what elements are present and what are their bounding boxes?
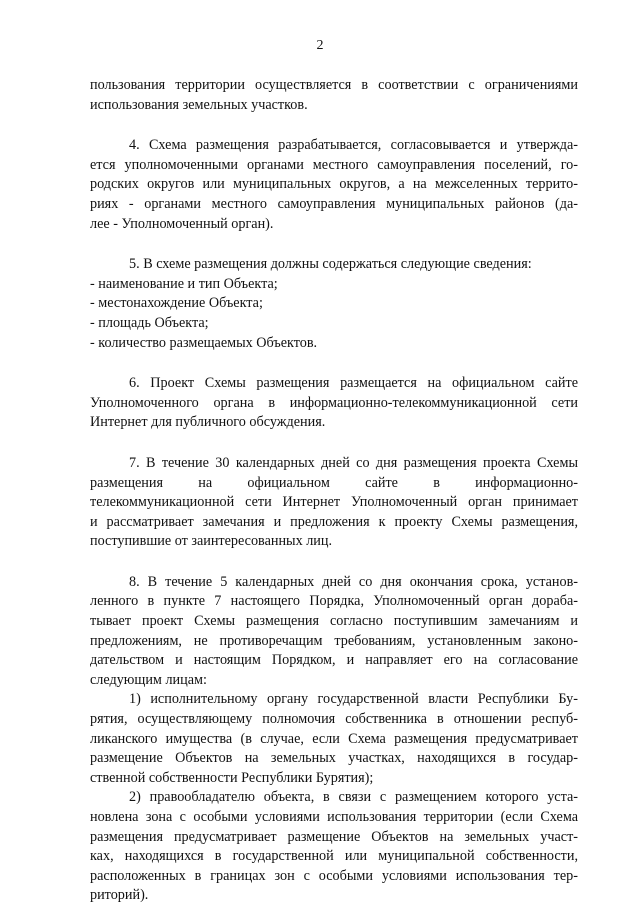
list-item: - площадь Объекта;: [90, 314, 209, 331]
text-line: пользования территории осуществляется в соответствии с ограничениями: [90, 77, 578, 93]
text-line: 2) правообладателю объекта, в связи с размещением которого уста-: [129, 789, 578, 806]
text-line: ленного в пункте 7 настоящего Порядка, Уполномоченный орган дораба-: [90, 593, 578, 610]
paragraph-7: [90, 454, 578, 552]
text-line: тывает проект Схемы размещения согласно поступившим замечаниям и: [90, 613, 578, 630]
text-line: риях - органами местного самоуправления муниципальных районов (да-: [90, 195, 578, 212]
text-line: Уполномоченного органа в информационно-телекоммуникационной сети: [90, 394, 578, 411]
text-line: расположенных в границах зон с особыми условиями использования тер-: [90, 867, 578, 884]
list-item: - местонахождение Объекта;: [90, 295, 263, 312]
text-line: ликанского имущества (в случае, если Схема размещения предусматривает: [90, 730, 578, 747]
text-line: лее - Уполномоченный орган).: [90, 215, 274, 232]
text-line: 7. В течение 30 календарных дней со дня размещения проекта Схемы: [129, 454, 578, 471]
text-line: 4. Схема размещения разрабатывается, согласовывается и утвержда-: [129, 137, 578, 154]
paragraph-5: [90, 255, 578, 353]
text-line: следующим лицам:: [90, 671, 207, 688]
text-line: рятия, осуществляющему полномочия собственника в отношении респуб-: [90, 711, 578, 728]
paragraph-8: [90, 573, 578, 906]
text-line: ках, находящихся в государственной или муниципальной собственности,: [90, 848, 578, 865]
text-line: и рассматривает замечания и предложения к проекту Схемы размещения,: [90, 513, 578, 530]
text-line: предложениям, не противоречащим требованиям, установленным законо-: [90, 632, 578, 649]
paragraph-6: [90, 374, 578, 433]
text-line: размещение Объектов на земельных участках, находящихся в государ-: [90, 750, 578, 767]
text-line: 5. В схеме размещения должны содержаться следующие сведения:: [129, 256, 532, 273]
text-line: риторий).: [90, 887, 149, 904]
text-line: 6. Проект Схемы размещения размещается на официальном сайте: [129, 375, 578, 392]
list-item: - наименование и тип Объекта;: [90, 275, 278, 292]
text-line: Интернет для публичного обсуждения.: [90, 414, 326, 431]
list-item: - количество размещаемых Объектов.: [90, 334, 318, 351]
text-line: дательством и настоящим Порядком, и направляет его на согласование: [90, 652, 578, 669]
text-line: поступившие от заинтересованных лиц.: [90, 533, 333, 550]
text-line: 1) исполнительному органу государственной власти Республики Бу-: [129, 691, 578, 708]
text-line: 8. В течение 5 календарных дней со дня окончания срока, установ-: [129, 573, 578, 590]
page-number: 2: [316, 38, 324, 53]
paragraph-intro: [90, 76, 578, 115]
text-line: ется уполномоченными органами местного самоуправления поселений, го-: [90, 156, 578, 173]
paragraph-4: [90, 136, 578, 234]
text-line: использования земельных участков.: [90, 96, 308, 113]
text-line: новлена зона с особыми условиями использования территории (если Схема: [90, 809, 578, 825]
document-body: [90, 76, 578, 906]
text-line: ственной собственности Республики Бурятия);: [90, 769, 374, 786]
text-line: размещения на официальном сайте в информационно-: [90, 474, 578, 491]
text-line: телекоммуникационной сети Интернет Уполномоченный орган принимает: [90, 494, 578, 511]
text-line: размещения предусматривает размещение Объектов на земельных участ-: [90, 828, 578, 845]
text-line: родских округов или муниципальных округов, а на межселенных террито-: [90, 176, 578, 193]
